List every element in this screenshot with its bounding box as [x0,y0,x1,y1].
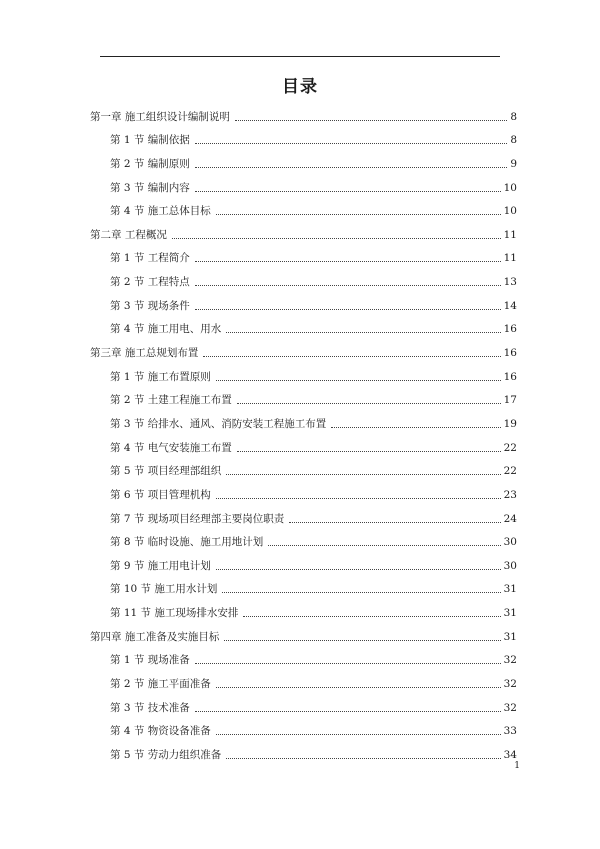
dot-leader [224,640,500,641]
toc-entry-label: 第 8 节 临时设施、施工用地计划 [110,536,264,549]
dot-leader [172,238,501,239]
toc-entry-label: 第 11 节 施工现场排水安排 [110,607,239,620]
dot-leader [195,191,501,192]
toc-entry-label: 第 2 节 工程特点 [110,276,190,289]
toc-section-entry[interactable] [110,173,517,197]
toc-entry-label: 第一章 施工组织设计编制说明 [90,110,230,123]
toc-section-entry[interactable] [110,575,517,599]
toc-entry-label: 第 4 节 物资设备准备 [110,725,211,738]
toc-entry-page: 34 [503,748,517,761]
toc-entry-page: 8 [510,134,517,147]
toc-entry-page: 23 [503,488,517,501]
toc-entry-label: 第 2 节 编制原则 [110,157,190,170]
dot-leader [195,261,501,262]
toc-chapter-entry[interactable] [90,338,517,362]
toc-entry-page: 17 [503,394,517,407]
toc-section-entry[interactable] [110,126,517,150]
toc-section-entry[interactable] [110,315,517,339]
toc-entry-page: 10 [503,205,517,218]
toc-section-entry[interactable] [110,717,517,741]
toc-chapter-entry[interactable] [90,102,517,126]
dot-leader [216,734,501,735]
toc-section-entry[interactable] [110,480,517,504]
toc-entry-page: 11 [503,228,517,241]
toc-entry-page: 16 [503,323,517,336]
toc-section-entry[interactable] [110,197,517,221]
toc-section-entry[interactable] [110,740,517,764]
toc-section-entry[interactable] [110,669,517,693]
toc-section-entry[interactable] [110,433,517,457]
toc-section-entry[interactable] [110,149,517,173]
dot-leader [289,522,500,523]
dot-leader [195,309,501,310]
header-rule [100,56,500,57]
toc-chapter-entry[interactable] [90,220,517,244]
toc-entry-page: 9 [510,157,517,170]
toc-entry-page: 22 [503,465,517,478]
toc-entry-page: 31 [503,630,517,643]
toc-entry-label: 第 3 节 技术准备 [110,701,190,714]
toc-entry-page: 31 [503,583,517,596]
toc-section-entry[interactable] [110,646,517,670]
toc-entry-page: 32 [503,701,517,714]
toc-entry-label: 第 5 节 项目经理部组织 [110,465,222,478]
toc-section-entry[interactable] [110,504,517,528]
page-number: 1 [514,761,520,771]
dot-leader [195,711,501,712]
dot-leader [226,474,500,475]
dot-leader [195,663,501,664]
dot-leader [203,356,500,357]
dot-leader [268,545,500,546]
toc-entry-page: 19 [503,417,517,430]
toc-entry-page: 11 [503,252,517,265]
toc-entry-page: 33 [503,725,517,738]
toc-entry-label: 第 7 节 现场项目经理部主要岗位职责 [110,512,285,525]
toc-entry-page: 14 [503,299,517,312]
toc-entry-label: 第 3 节 给排水、通风、消防安装工程施工布置 [110,417,327,430]
toc-entry-page: 24 [503,512,517,525]
dot-leader [195,285,501,286]
toc-entry-label: 第 1 节 编制依据 [110,134,190,147]
toc-entry-label: 第 3 节 编制内容 [110,181,190,194]
dot-leader [237,451,501,452]
toc-entry-label: 第 9 节 施工用电计划 [110,559,211,572]
dot-leader [216,498,501,499]
toc-section-entry[interactable] [110,267,517,291]
toc-section-entry[interactable] [110,598,517,622]
dot-leader [243,616,500,617]
toc-entry-label: 第 1 节 现场准备 [110,654,190,667]
toc-entry-label: 第 10 节 施工用水计划 [110,583,218,596]
dot-leader [226,332,500,333]
toc-entry-page: 8 [510,110,517,123]
dot-leader [222,592,500,593]
dot-leader [216,380,501,381]
toc-entry-page: 13 [503,276,517,289]
dot-leader [216,214,501,215]
toc-entry-label: 第 2 节 施工平面准备 [110,678,211,691]
toc-section-entry[interactable] [110,244,517,268]
toc-entry-label: 第四章 施工准备及实施目标 [90,630,220,643]
toc-entry-page: 32 [503,678,517,691]
dot-leader [216,569,501,570]
toc-entry-label: 第二章 工程概况 [90,228,167,241]
toc-entry-label: 第 4 节 施工总体目标 [110,205,211,218]
toc-section-entry[interactable] [110,551,517,575]
toc-entry-label: 第 3 节 现场条件 [110,299,190,312]
dot-leader [237,403,501,404]
toc-entry-label: 第 6 节 项目管理机构 [110,488,211,501]
toc-section-entry[interactable] [110,386,517,410]
toc-entry-page: 31 [503,607,517,620]
toc-section-entry[interactable] [110,409,517,433]
toc-entry-page: 32 [503,654,517,667]
toc-entry-label: 第 1 节 工程简介 [110,252,190,265]
toc-entry-label: 第 4 节 电气安装施工布置 [110,441,232,454]
toc-entry-page: 30 [503,559,517,572]
toc-entry-label: 第 2 节 土建工程施工布置 [110,394,232,407]
dot-leader [195,167,508,168]
dot-leader [226,758,500,759]
toc-entry-label: 第 1 节 施工布置原则 [110,370,211,383]
toc-section-entry[interactable] [110,362,517,386]
dot-leader [235,120,507,121]
toc-entry-label: 第 4 节 施工用电、用水 [110,323,222,336]
toc-entry-label: 第 5 节 劳动力组织准备 [110,748,222,761]
dot-leader [195,143,508,144]
toc-entry-page: 30 [503,536,517,549]
toc-section-entry[interactable] [110,693,517,717]
toc-entry-page: 22 [503,441,517,454]
toc-entry-page: 10 [503,181,517,194]
page-title: 目录 [282,77,318,97]
toc-entry-page: 16 [503,370,517,383]
toc-entry-label: 第三章 施工总规划布置 [90,347,199,360]
table-of-contents [0,102,600,764]
toc-entry-page: 16 [503,347,517,360]
toc-section-entry[interactable] [110,457,517,481]
dot-leader [331,427,500,428]
toc-chapter-entry[interactable] [90,622,517,646]
toc-section-entry[interactable] [110,291,517,315]
dot-leader [216,687,501,688]
toc-section-entry[interactable] [110,528,517,552]
